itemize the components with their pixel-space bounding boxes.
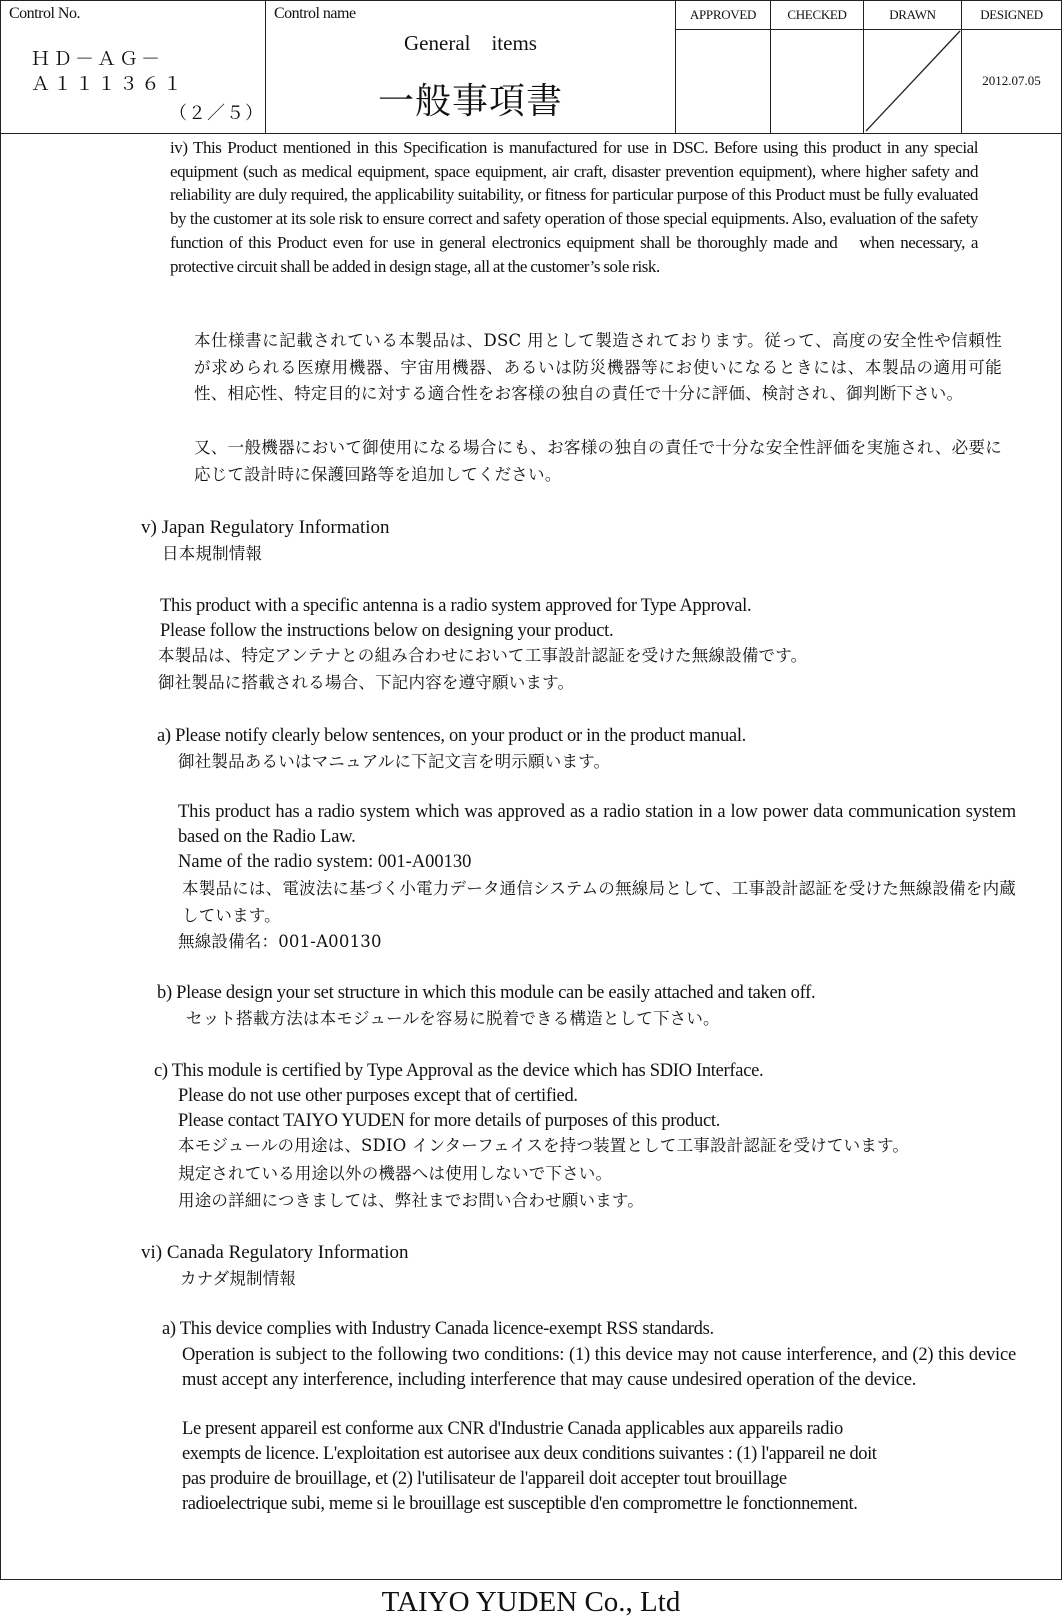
section-v-a-title-jp: 御社製品あるいはマニュアルに下記文言を明示願います。 <box>178 752 611 771</box>
control-number-line1: ＨＤ－ＡＧ－ <box>31 49 164 70</box>
drawn-cell <box>864 1 962 133</box>
section-v-a-name-jp: 無線設備名：001-A00130 <box>178 932 382 951</box>
section-vi-a-fr4: radioelectrique subi, meme si le brouillage est susceptible d'en compromettre le fonctionnement. <box>182 1494 858 1514</box>
control-number-line2: Ａ１１１３６１ <box>31 74 186 95</box>
section-vi-a-fr3: pas produire de brouillage, et (2) l'utilisateur de l'appareil doit accepter tout brouillage <box>182 1469 787 1489</box>
section-v-title: v) Japan Regulatory Information <box>141 517 390 538</box>
section-vi-title: vi) Canada Regulatory Information <box>141 1242 409 1263</box>
section-vi-a-body-en: Operation is subject to the following two conditions: (1) this device may not cause interference, and (2) this device must accept any interference, including interference that may cause undesired operation of the device. <box>182 1345 1016 1390</box>
control-number-cell <box>1 1 266 133</box>
approved-cell <box>676 1 771 133</box>
section-iv-en: iv) This Product mentioned in this Specification is manufactured for use in DSC. Before using this product in any special equipment (such as medical equipment, space equipment, air craft, disaster prevention equipment), where higher safety and reliability are duly required, the applicability suitability, or fitness for particular purpose of this Product must be fully evaluated by the customer at its sole risk to ensure correct and safety operation of those special equipments. Also, evaluation of the safety function of this Product even for use in general electronics equipment shall be thoroughly made and when necessary, a protective circuit shall be added in design stage, all at the customer’s sole risk. <box>170 138 978 276</box>
signature-row-divider <box>676 29 1062 30</box>
section-v-intro-jp1: 本製品は、特定アンテナとの組み合わせにおいて工事設計認証を受けた無線設備です。 <box>158 646 808 665</box>
section-iv-jp1: 本仕様書に記載されている本製品は、DSC 用として製造されております。従って、高度の安全性や信頼性が求められる医療用機器、宇宙用機器、あるいは防災機器等にお使いになるときには、本製品の適用可能性、相応性、特定目的に対する適合性をお客様の独自の責任で十分に評価、検討され、御判断下さい。 <box>194 331 1002 403</box>
approved-label: APPROVED <box>689 7 757 22</box>
section-v-intro-en1: This product with a specific antenna is a radio system approved for Type Approval. <box>160 596 752 616</box>
checked-cell <box>771 1 864 133</box>
page-indicator: （２／５） <box>169 103 264 123</box>
control-name-cell <box>266 1 676 133</box>
section-v-a-body-jp: 本製品には、電波法に基づく小電力データ通信システムの無線局として、工事設計認証を受けた無線設備を内蔵しています。 <box>182 879 1016 925</box>
section-v-a-body-en: This product has a radio system which was approved as a radio station in a low power data communication system based on the Radio Law. <box>178 802 1016 847</box>
section-v-b-title: b) Please design your set structure in which this module can be easily attached and taken off. <box>157 983 816 1003</box>
section-v-c-line1: Please do not use other purposes except that of certified. <box>178 1086 578 1106</box>
designed-date: 2012.07.05 <box>982 73 1041 88</box>
section-vi-a-fr1: Le present appareil est conforme aux CNR d'Industrie Canada applicables aux appareils radio <box>182 1419 843 1439</box>
designed-cell <box>962 1 1061 133</box>
document-title-en: General items <box>404 31 537 55</box>
section-v-b-title-jp: セット搭載方法は本モジュールを容易に脱着できる構造として下さい。 <box>186 1009 720 1028</box>
company-footer: TAIYO YUDEN Co., Ltd <box>381 1586 681 1618</box>
control-number <box>31 47 185 97</box>
section-v-c-line2: Please contact TAIYO YUDEN for more details of purposes of this product. <box>178 1111 721 1131</box>
section-v-a-name-en: Name of the radio system: 001-A00130 <box>178 852 472 872</box>
drawn-slash-mark <box>864 1 962 133</box>
section-v-c-jp2: 規定されている用途以外の機器へは使用しないで下さい。 <box>178 1164 613 1183</box>
section-v-c-title: c) This module is certified by Type Approval as the device which has SDIO Interface. <box>154 1061 764 1081</box>
section-iv-jp2: 又、一般機器において御使用になる場合にも、お客様の独自の責任で十分な安全性評価を実施され、必要に応じて設計時に保護回路等を追加してください。 <box>194 438 1002 484</box>
section-vi-a-fr2: exempts de licence. L'exploitation est autorisee aux deux conditions suivantes : (1) l'appareil ne doit <box>182 1444 877 1464</box>
section-v-intro-en2: Please follow the instructions below on designing your product. <box>160 621 614 641</box>
checked-label: CHECKED <box>787 7 847 22</box>
section-v-a-title: a) Please notify clearly below sentences, on your product or in the product manual. <box>157 726 747 746</box>
control-name-label: Control name <box>274 5 356 22</box>
control-no-label: Control No. <box>9 5 80 22</box>
section-vi-title-jp: カナダ規制情報 <box>180 1269 297 1288</box>
section-vi-a-title: a) This device complies with Industry Canada licence-exempt RSS standards. <box>162 1319 714 1339</box>
section-v-intro-jp2: 御社製品に搭載される場合、下記内容を遵守願います。 <box>158 673 575 692</box>
section-v-c-jp1: 本モジュールの用途は、SDIO インターフェイスを持つ装置として工事設計認証を受けています。 <box>178 1136 910 1155</box>
document-title-jp: 一般事項書 <box>377 81 563 121</box>
designed-label: DESIGNED <box>980 7 1043 22</box>
section-v-title-jp: 日本規制情報 <box>162 544 263 563</box>
document-header <box>0 0 1062 134</box>
drawn-label: DRAWN <box>889 7 936 22</box>
section-v-c-jp3: 用途の詳細につきましては、弊社までお問い合わせ願います。 <box>178 1191 644 1210</box>
